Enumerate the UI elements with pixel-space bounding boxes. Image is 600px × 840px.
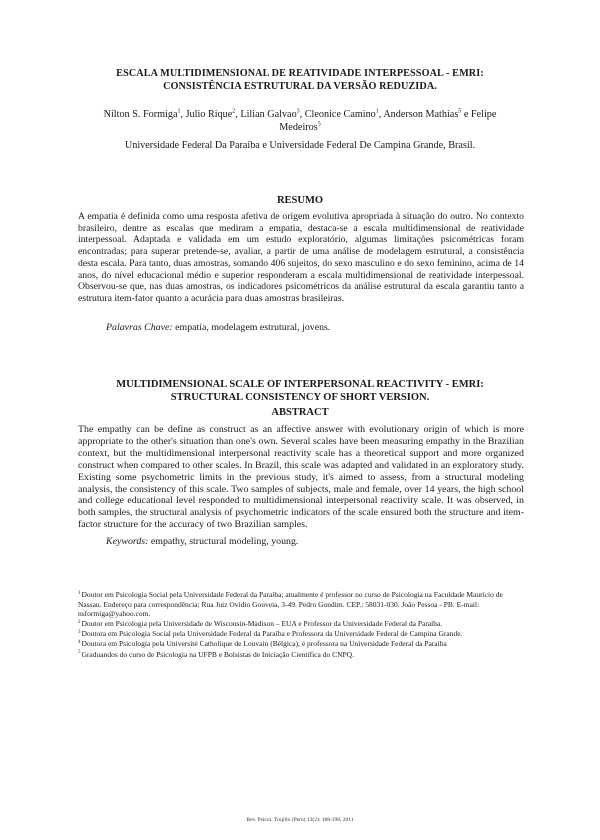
title-en-line-2: STRUCTURAL CONSISTENCY OF SHORT VERSION.	[170, 392, 430, 403]
title-pt-line-2: CONSISTÊNCIA ESTRUTURAL DA VERSÃO REDUZIDA.	[163, 81, 437, 92]
palavras-chave-label: Palavras Chave:	[106, 322, 173, 333]
footnote: $^4$Doutora em Psicologia pela Université Catholique de Louvain (Bélgica), é professora na Universidade Federal da Paraiba	[78, 639, 447, 649]
resumo-heading: RESUMO	[276, 195, 324, 206]
title-pt-line-1: ESCALA MULTIDIMENSIONAL DE REATIVIDADE INTERPESSOAL - EMRI:	[116, 68, 484, 79]
affiliation: Universidade Federal Da Paraiba e Universidade Federal De Campina Grande, Brasil.	[124, 140, 476, 151]
resumo-body: A empatia é definida como uma resposta afetiva de origem evolutiva apropriada à situação do outro. No contexto brasileiro, dentre as escalas que mediram a empatia, destaca-se a escala multidimensional de reatividade interpessoal. Adaptada e validada em um estudo exploratório, algumas limitações psicométricas foram encontradas; para superar pretende-se, avaliar, a partir de uma análise de modelagem estrutural, a consistência desta escala. Para tanto, duas amostras, somando 406 sujeitos, do sexo masculino e do sexo feminino, acima de 14 anos, do nível educacional médio e superior responderam a escala multidimensional de reatividade interpessoal. Observou-se que, nas duas amostras, os indicadores psicométricos da análise estrutural da escala garantiu tanto a estrutura item-fator quanto a acurácia para duas amostras brasileiras.	[78, 211, 524, 304]
author: Lilian Galvao$^3$,	[240, 108, 305, 120]
palavras-chave-text: empatía, modelagem estrutural, jovens.	[172, 322, 331, 333]
author: Felipe Medeiros$^5$	[279, 109, 497, 133]
keywords-text: empathy, structural modeling, young.	[148, 536, 299, 547]
author: Nilton S. Formiga$^1$,	[103, 108, 186, 120]
footnote: $^1$Doutor em Psicologia Social pela Universidade Federal da Paraíba; atualmente é professor no curso de Psicologia na Faculdade Maurício de Nassau. Endereço para correspondência: Rua Juiz Ovidio Gouveia, 3-49. Pedro Gondim. CEP.: 58031-030. João Pessoa - PB. E-mail: nsformiga@yahoo.com.	[78, 590, 503, 619]
author: Anderson Mathias$^5$ e	[383, 108, 471, 120]
footnote: $^2$Doutor em Psicologia pela Universidade de Wisconsin-Madison – EUA e Professor da Universidade Federal da Paraíba.	[78, 619, 443, 629]
palavras-chave	[106, 322, 526, 334]
keywords-label: Keywords:	[106, 536, 149, 547]
author: Cleonice Camino$^1$,	[304, 108, 384, 120]
title-english	[70, 378, 530, 404]
title-en-line-1: MULTIDIMENSIONAL SCALE OF INTERPERSONAL REACTIVITY - EMRI:	[116, 379, 484, 390]
journal-footer: Rev. Psicol. Trujillo (Perú) 13(2): 188-198, 2011	[246, 817, 354, 823]
keywords	[106, 536, 526, 548]
abstract-heading: ABSTRACT	[271, 407, 329, 418]
author-list	[95, 108, 505, 134]
footnote: $^3$Doutora em Psicologia Social pela Universidade Federal da Paraíba e Professora da Universidade Federal de Campina Grande.	[78, 629, 463, 639]
footnotes	[78, 590, 524, 660]
footnote: $^5$Graduandos do curso de Psicologia na UFPB e Bolsistas de Iniciação Científica do CNPQ.	[78, 649, 354, 659]
title-portuguese	[70, 67, 530, 93]
abstract-body: The empathy can be define as construct as an affective answer with evolutionary origin of which is more appropriate to the other's situation than one's own. Several scales have been measuring empathy in the Brazilian context, but the multidimensional interpersonal reactivity scale has a theoretical support and more organized construct when compared to other scales. In Brazil, this scale was adapted and validated in an exploratory study. Existing some psychometric limits in the previous study, it's aimed to assess, from a structural modeling analysis, the consistency of this scale. Two samples of subjects, male and female, over 14 years, the high school and college educational level responded to multidimensional interpersonal reactivity scale. It was observed, in both samples, the structural analysis of psychometric indicators of the scale ensured both the structure and item-factor structure for the accuracy of two Brazilian samples.	[78, 424, 524, 531]
author: Julio Rique$^2$,	[185, 108, 241, 120]
